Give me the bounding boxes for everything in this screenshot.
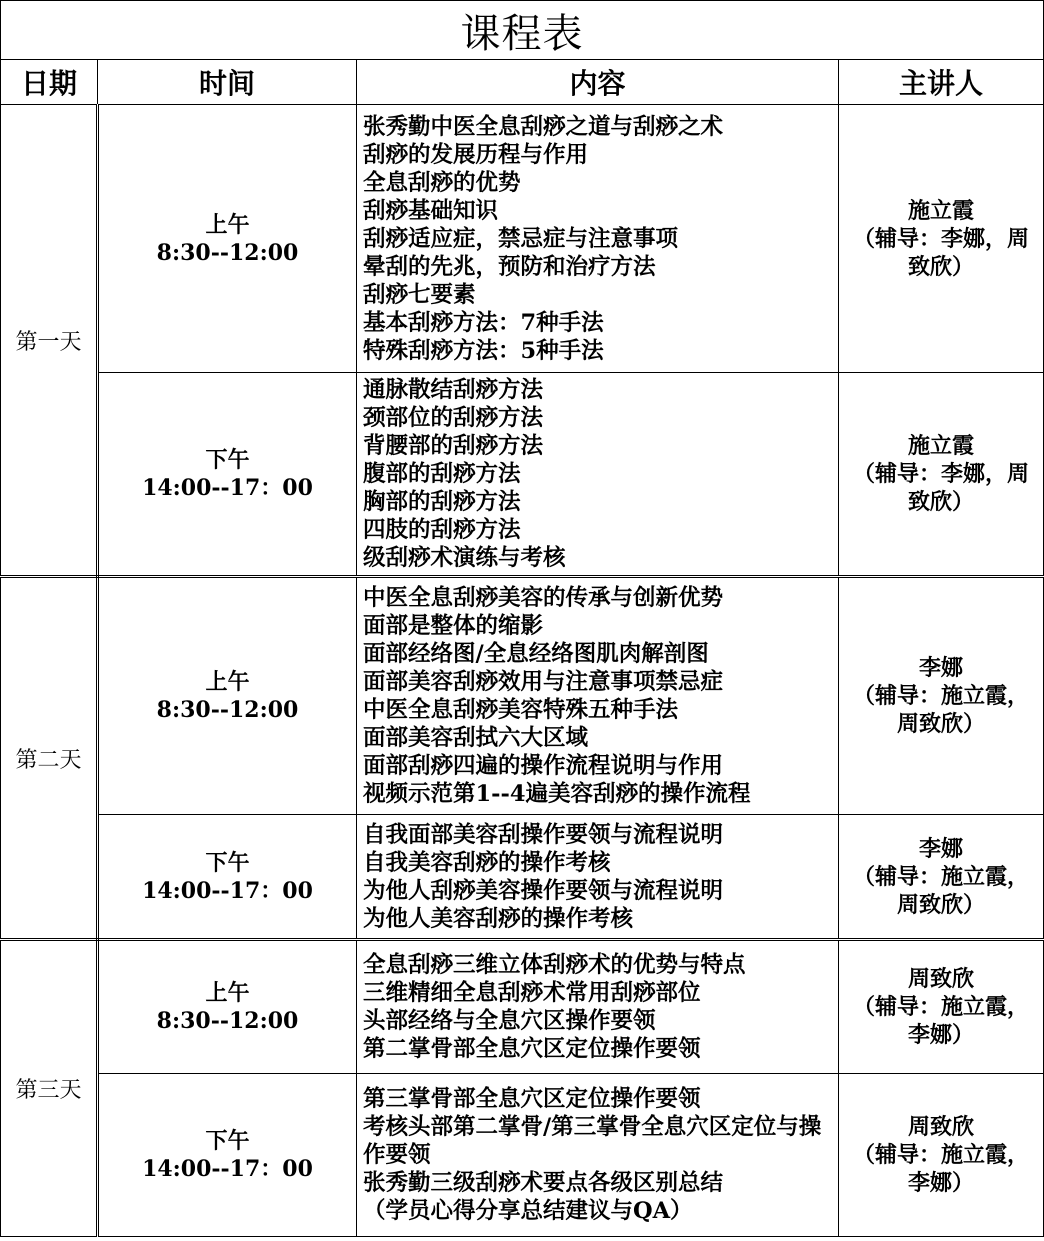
- time-cell: [98, 373, 357, 577]
- content-item: 中医全息刮痧美容特殊五种手法: [363, 697, 679, 723]
- lecturer-assistants: （辅导：施立霞，: [852, 1142, 1029, 1168]
- schedule-row: [1, 577, 1044, 815]
- content-item: 第二掌骨部全息穴区定位操作要领: [363, 1036, 701, 1062]
- content-cell: [357, 940, 839, 1074]
- session-period: 上午: [205, 980, 250, 1006]
- content-item: 腹部的刮痧方法: [363, 461, 521, 487]
- time-cell: [98, 577, 357, 815]
- content-item: 颈部位的刮痧方法: [363, 405, 544, 431]
- session-period: 下午: [205, 849, 250, 876]
- content-item: 胸部的刮痧方法: [363, 489, 521, 515]
- content-item: 三维精细全息刮痧术常用刮痧部位: [363, 980, 701, 1006]
- content-item: 四肢的刮痧方法: [363, 517, 521, 543]
- content-item: 中医全息刮痧美容的传承与创新优势: [363, 585, 724, 611]
- lecturer-assistants: （辅导：施立霞，: [852, 863, 1029, 890]
- content-item: 考核头部第二掌骨/第三掌骨全息穴区定位与操: [363, 1114, 822, 1140]
- lecturer-assistants: 致欣）: [907, 489, 974, 515]
- lecturer-assistants: 致欣）: [907, 253, 974, 280]
- schedule-row: [1, 815, 1044, 940]
- content-item: 面部刮痧四遍的操作流程说明与作用: [363, 753, 724, 779]
- schedule-row: [1, 105, 1044, 373]
- content-item: 自我美容刮痧的操作考核: [363, 849, 611, 876]
- time-cell: [98, 815, 357, 940]
- content-item: 头部经络与全息穴区操作要领: [363, 1008, 656, 1034]
- lecturer-cell: [839, 940, 1044, 1074]
- lecturer-name: 周致欣: [907, 1114, 974, 1140]
- content-item: 为他人刮痧美容操作要领与流程说明: [363, 877, 724, 904]
- content-cell: [357, 577, 839, 815]
- day-cell: [1, 940, 98, 1237]
- content-item: 面部经络图/全息经络图肌肉解剖图: [363, 641, 709, 667]
- title-row: [1, 1, 1044, 60]
- session-time: 14:00--17：00: [142, 475, 313, 501]
- schedule-title: 课程表: [1, 1, 1044, 60]
- content-item: 张秀勤中医全息刮痧之道与刮痧之术: [363, 113, 724, 140]
- lecturer-assistants: （辅导：李娜，周: [852, 225, 1029, 252]
- day-cell: [1, 577, 98, 940]
- session-time: 14:00--17：00: [142, 1156, 313, 1182]
- content-item: 背腰部的刮痧方法: [363, 433, 544, 459]
- schedule-row: [1, 940, 1044, 1074]
- header-row: [1, 60, 1044, 105]
- header-lecturer: 主讲人: [839, 60, 1044, 105]
- content-item: 自我面部美容刮操作要领与流程说明: [363, 821, 724, 848]
- session-time: 8:30--12:00: [156, 697, 299, 723]
- content-item: 晕刮的先兆，预防和治疗方法: [363, 253, 656, 280]
- schedule-row: [1, 1074, 1044, 1237]
- day-label: 第一天: [15, 329, 82, 355]
- lecturer-cell: [839, 373, 1044, 577]
- content-item: 第三掌骨部全息穴区定位操作要领: [363, 1086, 701, 1112]
- lecturer-cell: [839, 1074, 1044, 1237]
- content-item: 为他人美容刮痧的操作考核: [363, 905, 634, 932]
- header-time: 时间: [98, 60, 357, 105]
- content-item: 面部是整体的缩影: [363, 613, 544, 639]
- content-item: 特殊刮痧方法：5种手法: [363, 337, 604, 364]
- session-period: 下午: [205, 1128, 250, 1154]
- time-cell: [98, 1074, 357, 1237]
- content-item: 级刮痧术演练与考核: [363, 545, 566, 571]
- schedule-body: [1, 105, 1044, 1237]
- content-item: 张秀勤三级刮痧术要点各级区别总结: [363, 1170, 724, 1196]
- lecturer-name: 李娜: [918, 835, 963, 862]
- lecturer-assistants: （辅导：李娜，周: [852, 461, 1029, 487]
- lecturer-name: 李娜: [918, 655, 963, 681]
- content-cell: [357, 373, 839, 577]
- content-item: （学员心得分享总结建议与QA）: [363, 1198, 693, 1224]
- day-cell: [1, 105, 98, 577]
- schedule-row: [1, 373, 1044, 577]
- content-item: 通脉散结刮痧方法: [363, 377, 544, 403]
- session-period: 上午: [205, 669, 250, 695]
- content-item: 面部美容刮痧效用与注意事项禁忌症: [363, 669, 724, 695]
- lecturer-name: 施立霞: [907, 433, 974, 459]
- lecturer-assistants: （辅导：施立霞，: [852, 994, 1029, 1020]
- header-content: 内容: [357, 60, 839, 105]
- content-cell: [357, 815, 839, 940]
- lecturer-name: 施立霞: [907, 197, 974, 224]
- lecturer-cell: [839, 577, 1044, 815]
- content-item: 刮痧基础知识: [363, 197, 499, 224]
- lecturer-assistants: 周致欣）: [896, 711, 985, 737]
- session-time: 14:00--17：00: [142, 877, 313, 904]
- day-label: 第三天: [15, 1078, 82, 1103]
- content-item: 全息刮痧的优势: [363, 169, 521, 196]
- lecturer-cell: [839, 815, 1044, 940]
- content-cell: [357, 1074, 839, 1237]
- time-cell: [98, 105, 357, 373]
- lecturer-assistants: 李娜）: [907, 1170, 974, 1196]
- session-time: 8:30--12:00: [156, 239, 299, 266]
- lecturer-name: 周致欣: [907, 966, 974, 992]
- lecturer-assistants: （辅导：施立霞，: [852, 683, 1029, 709]
- session-period: 上午: [205, 211, 250, 238]
- time-cell: [98, 940, 357, 1074]
- content-item: 刮痧的发展历程与作用: [363, 141, 589, 168]
- content-item: 面部美容刮拭六大区域: [363, 725, 589, 751]
- lecturer-assistants: 周致欣）: [896, 891, 985, 918]
- content-cell: [357, 105, 839, 373]
- lecturer-assistants: 李娜）: [907, 1022, 974, 1048]
- header-date: 日期: [1, 60, 98, 105]
- content-item: 基本刮痧方法：7种手法: [363, 309, 604, 336]
- content-item: 视频示范第1--4遍美容刮痧的操作流程: [363, 781, 751, 807]
- lecturer-cell: [839, 105, 1044, 373]
- content-item: 作要领: [363, 1142, 431, 1168]
- content-item: 刮痧适应症，禁忌症与注意事项: [363, 225, 679, 252]
- session-time: 8:30--12:00: [156, 1008, 299, 1034]
- content-item: 全息刮痧三维立体刮痧术的优势与特点: [363, 952, 746, 978]
- content-item: 刮痧七要素: [363, 281, 476, 308]
- day-label: 第二天: [15, 747, 82, 773]
- session-period: 下午: [205, 447, 250, 473]
